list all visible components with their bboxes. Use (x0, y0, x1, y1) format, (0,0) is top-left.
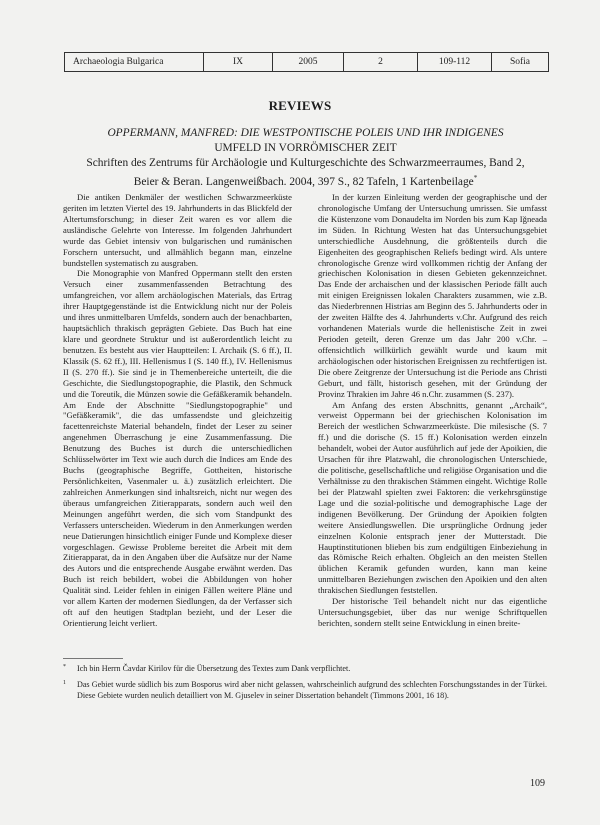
review-author-title: OPPERMANN, MANFRED: DIE WESTPONTISCHE POLEIS UND IHR INDIGENES (107, 127, 504, 139)
issue: 2 (344, 53, 418, 71)
volume: IX (204, 53, 273, 71)
review-series: Schriften des Zentrums für Archäologie und Kulturgeschichte des Schwarzmeerraumes, Band 2, (86, 157, 525, 169)
section-title: REVIEWS (268, 98, 332, 113)
year: 2005 (273, 53, 344, 71)
paragraph: Die antiken Denkmäler der westlichen Schwarzmeerküste geriten im letzten Viertel des 19. Jahrhunderts in das Blickfeld der Altertumsforschung; in dieser Zeit waren es vor allem die ausländische Gelehrte von Interesse. Im folgenden Jahrhundert wurde das Gebiet intensiv von bulgarischen und rumänischen Forschern untersucht, und allmählich begann man, einzelne bundstellen systematisch zu ausgraben. (63, 192, 292, 268)
journal-header-table (64, 52, 549, 72)
page-range: 109-112 (418, 53, 492, 71)
page-number: 109 (530, 778, 545, 789)
paragraph: Die Monographie von Manfred Oppermann stellt den ersten Versuch einer zusammenfassenden Betrachtung des umfangreichen, vor allem archäologischen Materials, das Ertrag ihrer Hauptgegenstände ist die Entwicklung nicht nur der Poleis und ihres unmittelbaren Umfelds, sondern auch der benachbarten, hauptsächlich thrakisch geprägten Gebiete. Das Buch hat eine klare und geordnete Struktur und ist außerordentlich leicht zu benutzen. Es besteht aus vier Hauptteilen: I. Archaik (S. 6 ff.), II. Klassik (S. 62 ff.), III. Hellenismus I (S. 140 ff.), IV. Hellenismus II (S. 270 ff.). Sie sind je in Themenbereiche unterteilt, die die Geschichte, die Siedlungstopographie, die Plastik, den Schmuck und die Toreutik, die Münzen sowie die Gefäßkeramik behandeln. Am Ende der Abschnitte "Siedlungstopographie" und "Gefäßkeramik", die das umfassendste und gleichzeitig facettenreichste Material behandeln, findet der Leser zu seiner angenehmen Überraschung je eine Zusammenfassung. Die Benutzung des Buches ist durch die unterschiedlichen Schlüsselwörter im Text wie auch durch die Indices am Ende des Buchs (geographische Begriffe, Gottheiten, historische Persönlichkeiten, Vasenmaler u. ä.) zusätzlich erleichtert. Die zahlreichen Anmerkungen sind inhaltsreich, nicht nur wegen des überaus umfangreichen Zitierapparats, sondern auch weil den Meinungen angeführt werden, die sich vom Standpunkt des Verfassers unterscheiden. Wiederum in den Anmerkungen werden neue Datierungen hinsichtlich einiger Funde und Komplexe dieser vorgeschlagen. Gewisse Probleme bereitet die Arbeit mit dem Zitierapparat, da in den Angaben über die Aufsätze nur der Name des Autors und die entsprechende Ausgabe erwähnt werden. Das Buch ist reich bebildert, wobei die Abbildungen von hoher Qualität sind. Leider fehlen in einigen Fällen weitere Pläne und vor allem Karten der modernen Siedlungen, da der Verfasser sich oft auf den heutigen Stadtplan bezieht, und der Leser die Orientierung leicht verliert. (63, 268, 292, 628)
right-column (318, 192, 547, 629)
review-heading (64, 126, 547, 190)
footnote-text: Das Gebiet wurde südlich bis zum Bosporus wird aber nicht gelassen, wahrscheinlich aufgrund des schlechten Forschungsstandes in der Türkei. Diese Gebiete wurden neulich detailliert von M. Gjuselev in seiner Dissertation behandelt (Timmons 2001, 16 18). (77, 680, 547, 700)
footnote (63, 680, 547, 701)
journal-name: Archaeologia Bulgarica (65, 53, 204, 71)
footnote (63, 664, 547, 675)
paragraph: In der kurzen Einleitung werden der geographische und der chronologische Umfang der Untersuchung umrissen. Sie umfasst die Küstenzone vom Donaudelta im Norden bis zum Kap Iğneada im Süden. In Richtung Westen hat das Untersuchungsgebiet unterschiedliche Ausdehnung, die größtenteils durch die Eigenheiten des geographischen Reliefs bedingt wird. Als untere chronologische Grenze wird vollkommen richtig der Anfang der griechischen Kolonisation in diesen Gebieten gekennzeichnet. Das Ende der archaischen und der klassischen Periode fällt auch mit einigen Ereignissen lokalen Charakters zusammen, wie z.B. das Niederbrennen Histrias am Beginn des 5. Jahrhunderts oder in der zweiten Hälfte des 4. Jahrhunderts v.Chr. Aufgrund des reich vorhandenen Materials wurde die hellenistische Zeit in zwei Perioden geteilt, deren Grenze um das Jahr 200 v.Chr. – offensichtlich willkürlich gewählt wurde und kaum mit archäologischen oder historischen Ereignissen zu rechtfertigen ist. Die obere Zeitgrenze der Untersuchung ist die Periode ans Christi Geburt, und fällt, historisch gesehen, mit der Gründung der Provinz Thrakien im Jahre 46 n.Chr. zusammen (S. 237). (318, 192, 547, 399)
footnote-divider (63, 658, 123, 659)
footnote-marker: 1 (63, 680, 66, 686)
review-title-cont: UMFELD IN VORRÖMISCHER ZEIT (214, 142, 397, 154)
footnote-text: Ich bin Herrn Čavdar Kirilov für die Übersetzung des Textes zum Dank verpflichtet. (77, 664, 351, 673)
left-column (63, 192, 292, 629)
review-publisher: Beier & Beran. Langenweißbach. 2004, 397 S., 82 Tafeln, 1 Kartenbeilage (133, 175, 474, 188)
paragraph: Der historische Teil behandelt nicht nur das eigentliche Untersuchungsgebiet, über das nur wenige Schriftquellen berichten, sondern stellt seine Entwicklung in einen breite- (318, 596, 547, 628)
footnote-marker: * (63, 664, 66, 670)
paragraph: Am Anfang des ersten Abschnitts, genannt „Archaik“, verweist Oppermann bei der griechischen Kolonisation im Bereich der westlichen Schwarzmeerküste. Die milesische (S. 7 ff.) und die dorische (S. 15 ff.) Kolonisation werden einzeln behandelt, wobei der Autor ausführlich auf jede der Apoikien, die Ursachen für ihre Platzwahl, die chronologischen Unterschiede, die politische, gesellschaftliche und religiöse Organisation und die Verhältnisse zu den thrakischen Stämmen eingeht. Wichtige Rolle bei der Platzwahl spielten zwei Faktoren: die verkehrsgünstige Lage und die sozial-politische und demographische Lage der indigenen Bevölkerung. Der Gründung der Apoikien folgten weitere Ansiedlungswellen. Die ursprüngliche Ordnung jeder einzelnen Kolonie entsprach jener der Mutterstadt. Die Hauptinstitutionen blieben bis zum endgültigen Einbeziehung in das Römische Reich erhalten. Obgleich an den meisten Stellen üblichen Keramik gefunden wurden, kann man keine unmittelbaren Beziehungen zwischen den Apoikien und den alten thrakischen Siedlungen feststellen. (318, 399, 547, 596)
review-publisher-line (64, 171, 547, 190)
review-footnote-marker: * (473, 174, 478, 182)
city: Sofia (509, 57, 531, 67)
